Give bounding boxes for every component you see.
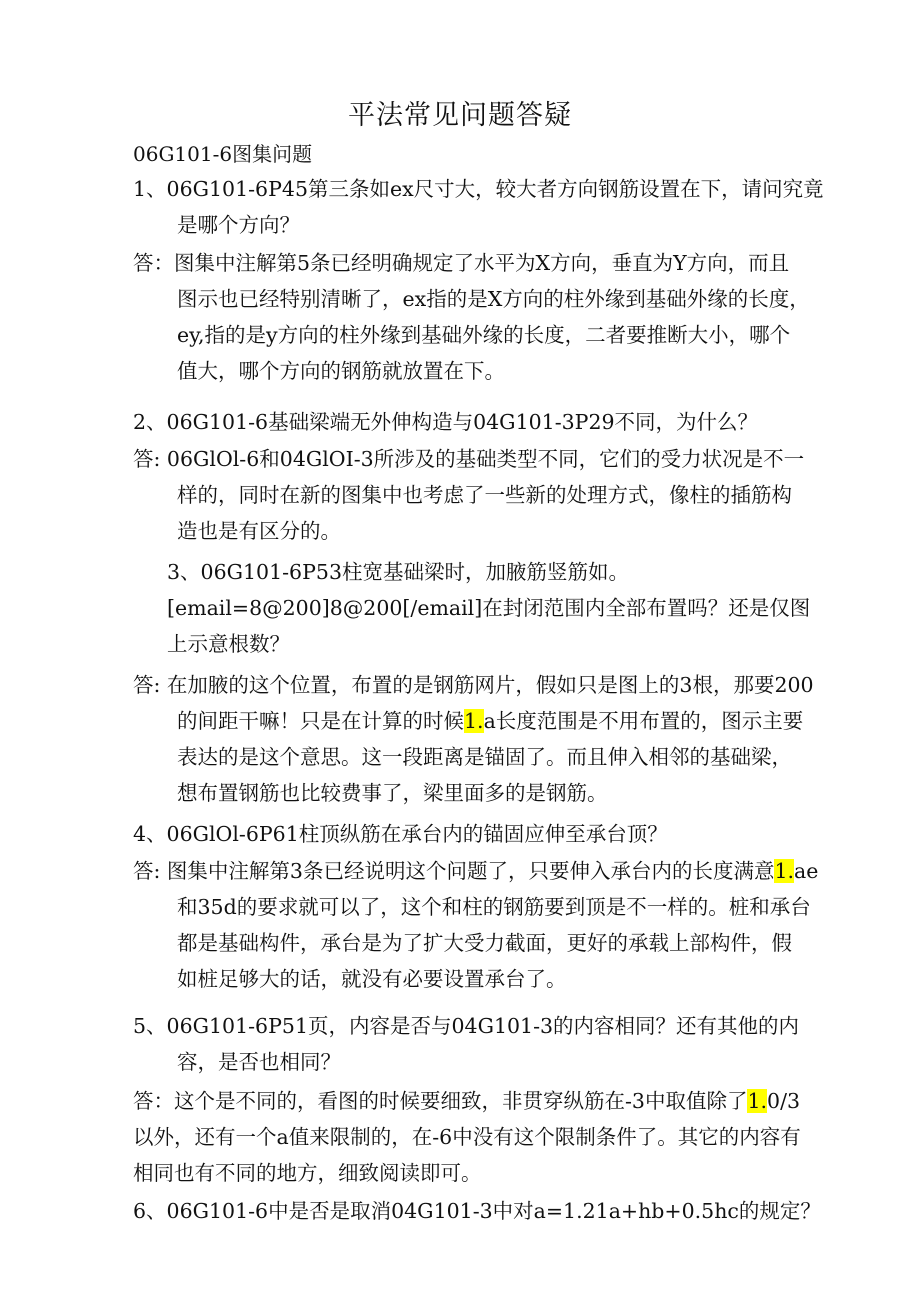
question-1-line-2: 是哪个方向？ [177, 213, 300, 237]
highlighted-term: 1. [464, 709, 484, 733]
answer-3-line-2-rest: a长度范围是不用布置的，图示主要 [483, 709, 804, 733]
answer-5-line-1-rest: 0/3 [767, 1089, 801, 1113]
question-6 [133, 1193, 821, 1229]
answer-3-line-2-text: 的间距干嘛！只是在计算的时候 [177, 709, 464, 733]
answer-3 [133, 667, 814, 811]
answer-5-line-3: 相同也有不同的地方，细致阅读即可。 [133, 1161, 482, 1185]
answer-4-line-1 [133, 853, 819, 889]
answer-1 [133, 245, 810, 389]
highlighted-term: 1. [747, 1089, 768, 1113]
question-4-line-1: 4、06GlOl-6P61柱顶纵筋在承台内的锚固应伸至承台顶？ [133, 822, 668, 846]
question-3-line-1: 3、06G101-6P53柱宽基础梁时，加腋筋竖筋如。 [167, 560, 629, 584]
answer-1-line-4: 值大，哪个方向的钢筋就放置在下。 [177, 359, 505, 383]
question-2-line-1: 2、06G101-6基础梁端无外伸构造与04G101-3P29不同，为什么？ [133, 410, 759, 434]
question-5-line-2: 容，是否也相同？ [177, 1050, 341, 1074]
question-5 [133, 1008, 800, 1080]
answer-4-line-1-rest: ae [794, 859, 819, 883]
answer-1-line-2: 图示也已经特别清晰了，ex指的是X方向的柱外缘到基础外缘的长度， [177, 287, 810, 311]
answer-1-line-3: ey,指的是y方向的柱外缘到基础外缘的长度，二者要推断大小，哪个 [177, 323, 791, 347]
answer-5-line-1 [133, 1083, 801, 1119]
highlighted-term: 1. [774, 859, 795, 883]
answer-4-line-1-text: 答: 图集中注解第3条已经说明这个问题了，只要伸入承台内的长度满意 [133, 859, 775, 883]
question-5-line-1: 5、06G101-6P51页，内容是否与04G101-3的内容相同？还有其他的内 [133, 1014, 800, 1038]
answer-2-line-2: 样的，同时在新的图集中也考虑了一些新的处理方式，像柱的插筋构 [177, 483, 792, 507]
question-1 [133, 171, 824, 243]
answer-5 [133, 1083, 801, 1191]
answer-3-line-1: 答: 在加腋的这个位置，布置的是钢筋网片，假如只是图上的3根，那要200 [133, 673, 814, 697]
answer-4-line-3: 都是基础构件，承台是为了扩大受力截面，更好的承载上部构件，假 [177, 931, 792, 955]
question-3 [133, 554, 811, 662]
page-title: 平法常见问题答疑 [348, 100, 572, 131]
answer-3-line-2 [133, 703, 804, 739]
answer-1-line-1: 答：图集中注解第5条已经明确规定了水平为X方向，垂直为Y方向，而且 [133, 251, 790, 275]
question-3-line-3: 上示意根数？ [167, 632, 290, 656]
answer-3-line-4: 想布置钢筋也比较费事了，梁里面多的是钢筋。 [177, 781, 608, 805]
question-4 [133, 816, 793, 852]
answer-5-line-2: 以外，还有一个a值来限制的，在-6中没有这个限制条件了。其它的内容有 [133, 1125, 801, 1149]
question-3-line-2: [email=8@200]8@200[/email]在封闭范围内全部布置吗？还是仅图 [167, 596, 811, 620]
section-subtitle: 06G101-6图集问题 [133, 142, 313, 166]
answer-3-line-3: 表达的是这个意思。这一段距离是锚固了。而且伸入相邻的基础梁， [177, 745, 792, 769]
answer-2-line-1: 答: 06GlOl-6和04GlOI-3所涉及的基础类型不同，它们的受力状况是不一 [133, 447, 805, 471]
answer-2 [133, 441, 805, 549]
question-1-line-1: 1、06G101-6P45第三条如ex尺寸大，较大者方向钢筋设置在下，请问究竟 [133, 177, 824, 201]
answer-4-line-4: 如桩足够大的话，就没有必要设置承台了。 [177, 967, 567, 991]
answer-4 [133, 853, 819, 997]
question-2 [133, 404, 793, 440]
answer-5-line-1-text: 答：这个是不同的，看图的时候要细致，非贯穿纵筋在-3中取值除了 [133, 1089, 748, 1113]
answer-4-line-2: 和35d的要求就可以了，这个和柱的钢筋要到顶是不一样的。桩和承台 [177, 895, 811, 919]
answer-2-line-3: 造也是有区分的。 [177, 519, 341, 543]
question-6-line-1: 6、06G101-6中是否是取消04G101-3中对a=1.21a+hb+0.5hc的规定？ [133, 1199, 821, 1223]
